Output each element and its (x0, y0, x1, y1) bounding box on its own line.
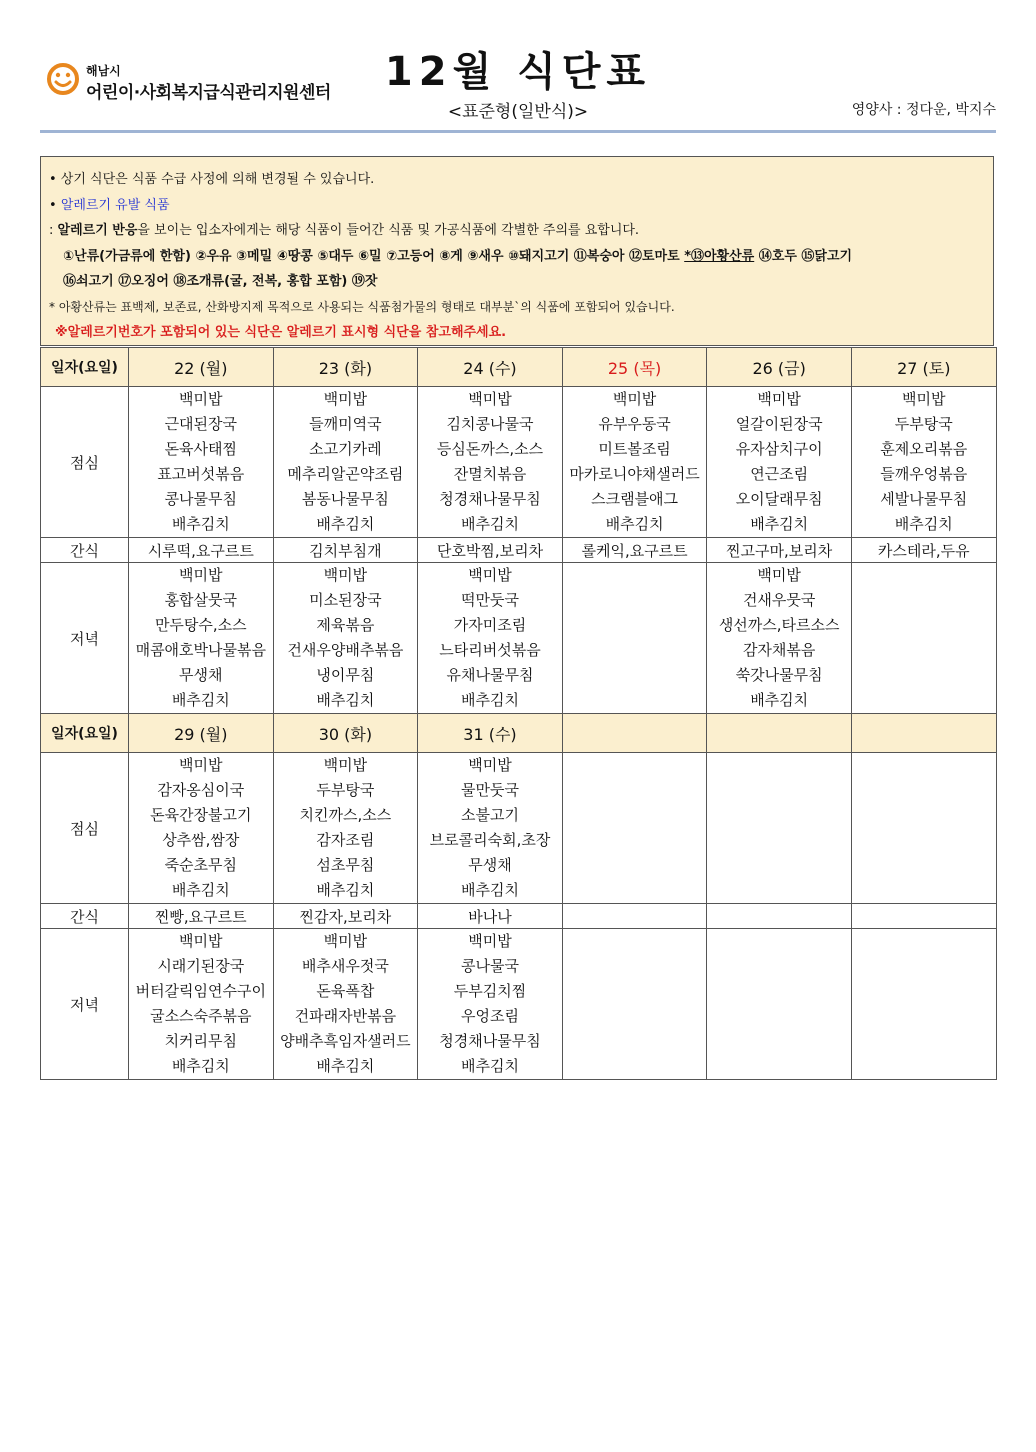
snack-cell: 롤케익,요구르트 (562, 538, 707, 563)
menu-item: 매콤애호박나물볶음 (135, 641, 266, 659)
menu-item (707, 954, 851, 979)
snack-row (41, 538, 997, 563)
menu-item: 얼갈이된장국 (735, 415, 823, 433)
dinner-cell (418, 929, 563, 1080)
menu-item (852, 638, 996, 663)
menu-item: 제육볶음 (316, 616, 375, 634)
org-name: 어린이·사회복지급식관리지원센터 (86, 83, 331, 103)
menu-item: 돈육간장불고기 (150, 806, 252, 824)
menu-item: 유부우동국 (598, 415, 671, 433)
menu-item: 백미밥 (612, 390, 657, 408)
menu-item: 근대된장국 (164, 415, 238, 433)
menu-item: 오이달래무침 (735, 490, 823, 508)
notice-text: 을 보이는 입소자에게는 해당 식품이 들어간 식품 및 가공식품에 각별한 주의를 요합니다. (137, 223, 640, 238)
menu-item (852, 929, 996, 954)
menu-item: 백미밥 (757, 390, 801, 408)
menu-item: 돈육폭찹 (316, 982, 375, 1000)
notice-warning: ※알레르기번호가 포함되어 있는 식단은 알레르기 표시형 식단을 참고해주세요. (55, 325, 507, 340)
dinner-row (41, 563, 997, 714)
menu-item: 배추김치 (171, 881, 230, 899)
snack-cell: 시루떡,요구르트 (129, 538, 274, 563)
lunch-cell (562, 753, 707, 904)
menu-item: 버터갈릭임연수구이 (135, 982, 266, 1000)
header-divider (40, 130, 996, 133)
menu-item: 배추김치 (894, 515, 953, 533)
menu-item (852, 753, 996, 778)
menu-item (852, 588, 996, 613)
allergen-text: ⑭호두 ⑮닭고기 (754, 248, 853, 264)
menu-item: 백미밥 (468, 390, 512, 408)
lunch-cell (418, 753, 563, 904)
menu-item (707, 929, 851, 954)
menu-item (563, 638, 707, 663)
day-header: 24 (수) (418, 348, 563, 387)
meal-label-snack: 간식 (41, 538, 129, 563)
dinner-cell (273, 563, 418, 714)
menu-item (707, 878, 851, 903)
menu-item: 물만둣국 (461, 781, 519, 799)
menu-item: 홍합살뭇국 (164, 591, 238, 609)
menu-item: 배추김치 (750, 691, 809, 709)
menu-item: 배추김치 (461, 1057, 519, 1075)
menu-item: 배추김치 (171, 515, 230, 533)
menu-item: 백미밥 (323, 390, 368, 408)
menu-item: 상추쌈,쌈장 (162, 831, 240, 849)
menu-item: 두부탕국 (316, 781, 375, 799)
lunch-cell (707, 753, 852, 904)
menu-item: 세발나물무침 (880, 490, 968, 508)
menu-item: 치킨까스,소스 (299, 806, 392, 824)
dietitian-info: 영양사 : 정다운, 박지수 (851, 102, 996, 118)
menu-item: 백미밥 (323, 566, 368, 584)
snack-cell (562, 904, 707, 929)
menu-item: 무생채 (468, 856, 512, 874)
dinner-cell (418, 563, 563, 714)
snack-cell: 찐감자,보리차 (273, 904, 418, 929)
snack-cell: 찐고구마,보리차 (707, 538, 852, 563)
menu-item: 등심돈까스,소스 (436, 440, 544, 458)
menu-item: 소불고기 (461, 806, 519, 824)
allergen-sulfite: *⑬아황산류 (684, 248, 755, 264)
dinner-cell (273, 929, 418, 1080)
menu-item: 백미밥 (179, 390, 223, 408)
menu-table (40, 347, 997, 1080)
menu-item (563, 954, 707, 979)
menu-item: 백미밥 (179, 566, 223, 584)
snack-cell: 찐빵,요구르트 (129, 904, 274, 929)
menu-item: 무생채 (179, 666, 223, 684)
meal-label-lunch: 점심 (41, 387, 129, 538)
dinner-cell (562, 563, 707, 714)
lunch-cell (129, 387, 274, 538)
org-small: 해남시 (86, 64, 121, 78)
menu-item (707, 853, 851, 878)
lunch-row (41, 753, 997, 904)
lunch-cell (851, 387, 996, 538)
menu-item: 유채나물무침 (446, 666, 534, 684)
menu-item: 두부김치찜 (453, 982, 527, 1000)
menu-item: 표고버섯볶음 (157, 465, 245, 483)
dinner-cell (129, 929, 274, 1080)
meal-label-dinner: 저녁 (41, 563, 129, 714)
lunch-cell (851, 753, 996, 904)
menu-item: 건새우양배추볶음 (287, 641, 404, 659)
day-header: 29 (월) (129, 714, 274, 753)
menu-item: 양배추흑임자샐러드 (280, 1032, 411, 1050)
meal-label-lunch: 점심 (41, 753, 129, 904)
menu-item (563, 613, 707, 638)
snack-cell: 바나나 (418, 904, 563, 929)
menu-item: 가자미조림 (453, 616, 527, 634)
menu-item: 느타리버섯볶음 (439, 641, 541, 659)
menu-item (563, 663, 707, 688)
page-title: 12월 식단표 (384, 49, 652, 95)
menu-item: 배추김치 (316, 515, 375, 533)
menu-item (852, 853, 996, 878)
menu-item (707, 1004, 851, 1029)
day-header: 30 (화) (273, 714, 418, 753)
allergen-text: ①난류(가금류에 한함) ②우유 ③메밀 ④땅콩 ⑤대두 ⑥밀 ⑦고등어 ⑧게 ⑨새우 ⑩돼지고기 ⑪복숭아 ⑫토마토 (63, 248, 685, 264)
meal-label-snack: 간식 (41, 904, 129, 929)
menu-item: 백미밥 (468, 756, 512, 774)
bullet: • (49, 197, 61, 213)
menu-item: 메추리알곤약조림 (287, 465, 404, 483)
menu-item: 배추김치 (605, 515, 664, 533)
menu-item: 배추김치 (461, 881, 519, 899)
dinner-row (41, 929, 997, 1080)
menu-item (707, 753, 851, 778)
menu-item: 백미밥 (757, 566, 801, 584)
menu-item: 쑥갓나물무침 (735, 666, 823, 684)
notice-bold: 알레르기 반응 (57, 223, 138, 238)
menu-item: 콩나물무침 (164, 490, 238, 508)
menu-item (563, 588, 707, 613)
menu-item: 섬초무침 (316, 856, 375, 874)
date-header-row (41, 714, 997, 753)
menu-item (852, 563, 996, 588)
menu-item: 연근조림 (750, 465, 809, 483)
menu-item: 백미밥 (179, 932, 223, 950)
menu-item: 죽순초무침 (164, 856, 238, 874)
lunch-cell (273, 753, 418, 904)
menu-item (852, 979, 996, 1004)
menu-item (852, 663, 996, 688)
snack-cell: 단호박찜,보리차 (418, 538, 563, 563)
dinner-cell (851, 563, 996, 714)
notice-prefix: : (49, 223, 58, 238)
menu-item (707, 1054, 851, 1079)
menu-item: 훈제오리볶음 (880, 440, 968, 458)
menu-item (707, 828, 851, 853)
menu-item (852, 778, 996, 803)
menu-item (563, 979, 707, 1004)
day-header (562, 714, 707, 753)
date-label: 일자(요일) (41, 348, 129, 387)
allergen-list (49, 244, 993, 270)
menu-item (707, 979, 851, 1004)
menu-item (563, 878, 707, 903)
menu-item: 백미밥 (468, 566, 512, 584)
menu-item: 마카로니야채샐러드 (569, 465, 700, 483)
menu-item: 백미밥 (323, 756, 368, 774)
menu-item: 배추김치 (461, 515, 519, 533)
menu-item (707, 803, 851, 828)
notice-line (49, 193, 993, 219)
menu-item (852, 688, 996, 713)
menu-item (563, 1029, 707, 1054)
menu-item (563, 753, 707, 778)
menu-item: 김치콩나물국 (446, 415, 534, 433)
menu-item: 떡만둣국 (461, 591, 519, 609)
menu-item: 우엉조림 (461, 1007, 519, 1025)
menu-item: 백미밥 (323, 932, 368, 950)
menu-item: 청경채나물무침 (439, 490, 541, 508)
menu-item (563, 1004, 707, 1029)
menu-item (852, 1004, 996, 1029)
dinner-cell (851, 929, 996, 1080)
menu-item: 청경채나물무침 (439, 1032, 541, 1050)
menu-item: 백미밥 (902, 390, 946, 408)
day-header: 22 (월) (129, 348, 274, 387)
dinner-cell (707, 929, 852, 1080)
menu-item (852, 803, 996, 828)
meal-label-dinner: 저녁 (41, 929, 129, 1080)
menu-item (852, 954, 996, 979)
snack-row (41, 904, 997, 929)
menu-item: 백미밥 (468, 932, 512, 950)
menu-item: 배추김치 (316, 691, 375, 709)
menu-item (852, 878, 996, 903)
menu-item: 감자옹심이국 (157, 781, 245, 799)
menu-item: 배추김치 (171, 691, 230, 709)
menu-item: 감자조림 (316, 831, 375, 849)
menu-item: 잔멸치볶음 (453, 465, 527, 483)
menu-item: 소고기카레 (309, 440, 382, 458)
menu-item: 콩나물국 (461, 957, 519, 975)
snack-cell: 카스테라,두유 (851, 538, 996, 563)
menu-item: 만두탕수,소스 (154, 616, 247, 634)
menu-item (852, 1029, 996, 1054)
menu-item (707, 778, 851, 803)
menu-item: 스크램블애그 (591, 490, 679, 508)
menu-item: 유자삼치구이 (735, 440, 823, 458)
menu-item: 배추김치 (316, 881, 375, 899)
day-header (707, 714, 852, 753)
notice-box (40, 156, 994, 346)
menu-item: 치커리무침 (164, 1032, 238, 1050)
menu-item (563, 563, 707, 588)
lunch-cell (562, 387, 707, 538)
menu-item (563, 853, 707, 878)
dinner-cell (562, 929, 707, 1080)
notice-line (49, 218, 993, 244)
menu-item (563, 929, 707, 954)
menu-item (563, 688, 707, 713)
dinner-cell (129, 563, 274, 714)
day-header: 26 (금) (707, 348, 852, 387)
menu-item: 배추김치 (750, 515, 809, 533)
menu-item: 두부탕국 (894, 415, 953, 433)
day-header: 27 (토) (851, 348, 996, 387)
menu-item: 돈육사태찜 (164, 440, 238, 458)
snack-cell (707, 904, 852, 929)
menu-item: 배추새우젓국 (301, 957, 389, 975)
date-label: 일자(요일) (41, 714, 129, 753)
menu-item: 배추김치 (171, 1057, 230, 1075)
page-subtitle: <표준형(일반식)> (447, 102, 589, 122)
lunch-cell (129, 753, 274, 904)
menu-item: 냉이무침 (316, 666, 375, 684)
allergy-heading: 알레르기 유발 식품 (60, 197, 170, 213)
day-header: 31 (수) (418, 714, 563, 753)
menu-item: 감자채볶음 (742, 641, 816, 659)
menu-item (563, 828, 707, 853)
lunch-cell (418, 387, 563, 538)
menu-item (707, 1029, 851, 1054)
menu-item (852, 1054, 996, 1079)
snack-cell (851, 904, 996, 929)
menu-item: 브로콜리숙회,초장 (429, 831, 551, 849)
menu-item: 시래기된장국 (157, 957, 245, 975)
menu-item (852, 828, 996, 853)
menu-item (563, 803, 707, 828)
menu-item: 건파래자반볶음 (294, 1007, 397, 1025)
menu-item: 미소된장국 (309, 591, 382, 609)
lunch-cell (273, 387, 418, 538)
menu-item: 봄동나물무침 (301, 490, 389, 508)
menu-item: 건새우뭇국 (742, 591, 816, 609)
dinner-cell (707, 563, 852, 714)
notice-line: * 아황산류는 표백제, 보존료, 산화방지제 목적으로 사용되는 식품첨가물의 형태로 대부분`의 식품에 포함되어 있습니다. (49, 299, 675, 314)
menu-item (563, 1054, 707, 1079)
menu-item: 굴소스숙주볶음 (150, 1007, 252, 1025)
date-header-row (41, 348, 997, 387)
day-header: 23 (화) (273, 348, 418, 387)
menu-item (852, 613, 996, 638)
menu-item: 배추김치 (316, 1057, 375, 1075)
day-header (851, 714, 996, 753)
allergen-list: ⑯쇠고기 ⑰오징어 ⑱조개류(굴, 전복, 홍합 포함) ⑲잣 (63, 274, 378, 289)
menu-item: 배추김치 (461, 691, 519, 709)
menu-item: 생선까스,타르소스 (718, 616, 840, 634)
snack-cell: 김치부침개 (273, 538, 418, 563)
notice-line: • 상기 식단은 식품 수급 사정에 의해 변경될 수 있습니다. (49, 172, 375, 187)
menu-item: 들깨우엉볶음 (880, 465, 968, 483)
lunch-row (41, 387, 997, 538)
menu-item: 백미밥 (179, 756, 223, 774)
menu-item (563, 778, 707, 803)
day-header: 25 (목) (562, 348, 707, 387)
menu-item: 미트볼조림 (598, 440, 671, 458)
lunch-cell (707, 387, 852, 538)
menu-item: 들깨미역국 (309, 415, 382, 433)
